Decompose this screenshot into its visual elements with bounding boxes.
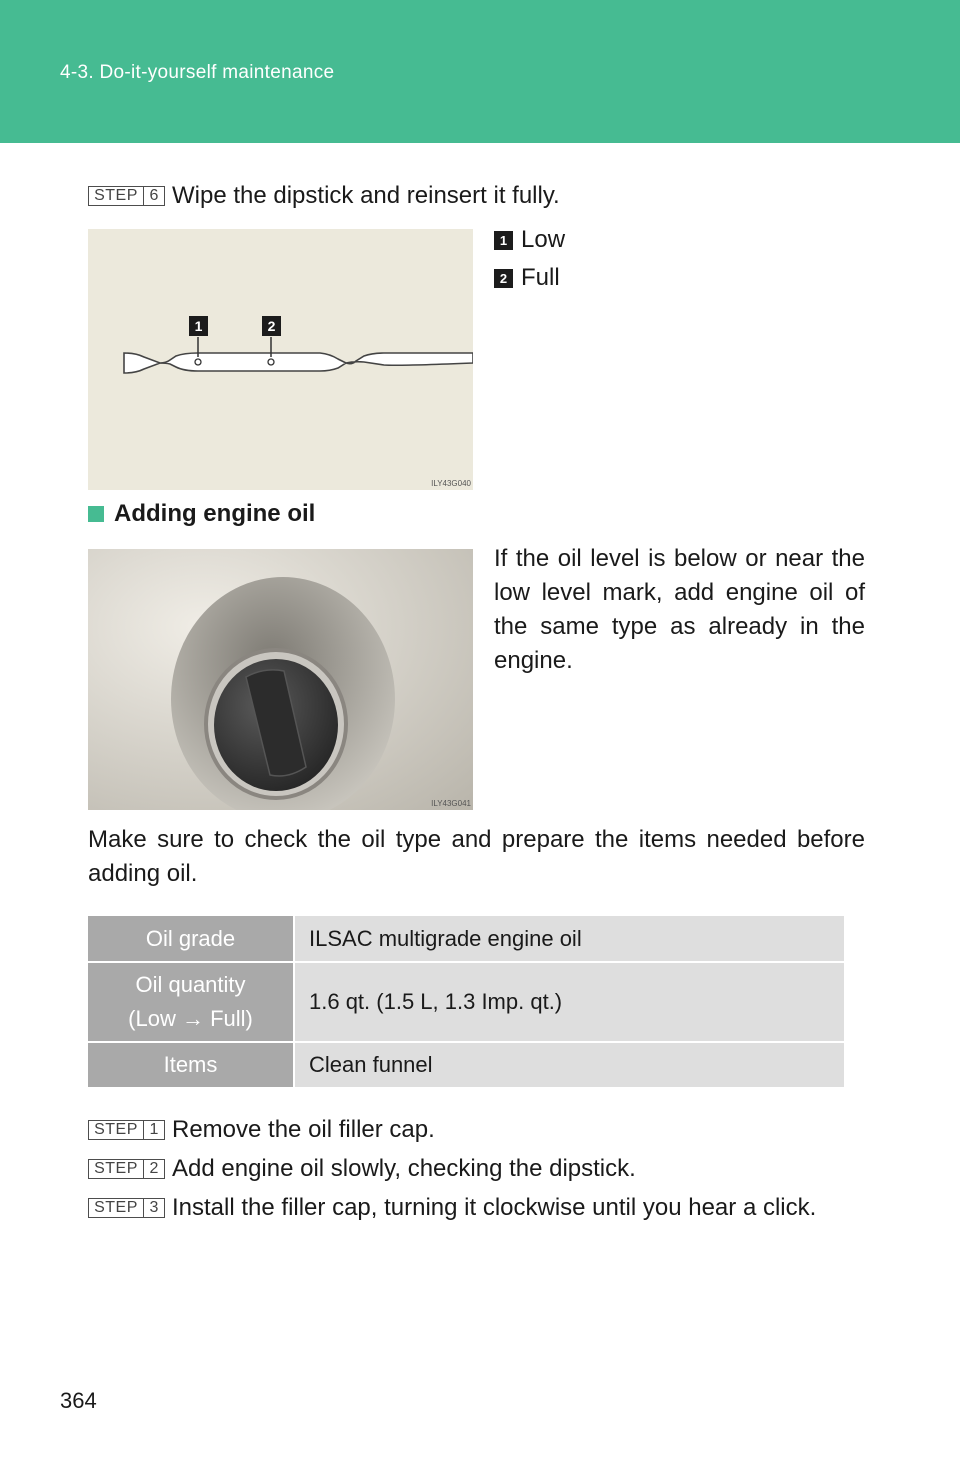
step-2-text: Add engine oil slowly, checking the dipstick.: [172, 1155, 636, 1182]
legend-item-low: [494, 226, 565, 254]
table-label-line: Oil quantity: [135, 972, 246, 997]
table-label: Items: [88, 1042, 294, 1088]
step-1-text: Remove the oil filler cap.: [172, 1116, 435, 1143]
step-1-label: [88, 1120, 165, 1140]
step-6-label: [88, 186, 165, 206]
figure-code: ILY43G041: [431, 799, 471, 808]
callout-1-text: 1: [194, 318, 203, 334]
step-word: STEP: [94, 1160, 138, 1177]
legend-label: Low: [521, 226, 566, 253]
table-row: [88, 1042, 844, 1088]
oil-spec-table: [88, 916, 844, 1089]
callout-2-text: 2: [267, 318, 276, 334]
legend-number: 1: [494, 231, 513, 250]
step-number: 3: [143, 1199, 164, 1217]
dipstick-drawing: [88, 229, 473, 490]
table-value: Clean funnel: [294, 1042, 844, 1088]
step-number: 1: [143, 1121, 164, 1139]
step-word: STEP: [94, 1199, 138, 1216]
table-label: Oil grade: [88, 916, 294, 962]
page-header: [0, 0, 960, 143]
legend-item-full: [494, 264, 560, 292]
full-mark: [268, 359, 274, 365]
table-label: [88, 962, 294, 1042]
subsection-title: Adding engine oil: [114, 500, 316, 527]
step-word: STEP: [94, 187, 138, 204]
section-title: 4-3. Do-it-yourself maintenance: [60, 62, 335, 83]
filler-cap-drawing: [88, 549, 473, 810]
subsection-heading: [88, 500, 315, 528]
table-label-line: (Low → Full): [128, 1006, 253, 1031]
table-row: [88, 916, 844, 962]
prep-instructions: Make sure to check the oil type and prepare the items needed before adding oil.: [88, 826, 865, 887]
page-number: 364: [60, 1388, 97, 1413]
step-3-text: Install the filler cap, turning it clockwise until you hear a click.: [172, 1194, 817, 1221]
table-value: ILSAC multigrade engine oil: [294, 916, 844, 962]
legend-label: Full: [521, 264, 560, 291]
step-2-label: [88, 1159, 165, 1179]
legend-number: 2: [494, 269, 513, 288]
step-number: 6: [143, 187, 164, 205]
step-word: STEP: [94, 1121, 138, 1138]
figure-code: ILY43G040: [431, 479, 471, 488]
table-row: [88, 962, 844, 1042]
low-mark: [195, 359, 201, 365]
step-6-text: Wipe the dipstick and reinsert it fully.: [172, 182, 560, 209]
step-number: 2: [143, 1160, 164, 1178]
step-3-label: [88, 1198, 165, 1218]
dipstick-illustration: [88, 229, 473, 490]
table-value: 1.6 qt. (1.5 L, 1.3 Imp. qt.): [294, 962, 844, 1042]
oil-filler-cap-photo: [88, 549, 473, 810]
heading-square-icon: [88, 506, 104, 522]
adding-oil-description: If the oil level is below or near the low level mark, add engine oil of the same type as already in the engine.: [494, 545, 865, 674]
dipstick-shape: [124, 353, 473, 373]
